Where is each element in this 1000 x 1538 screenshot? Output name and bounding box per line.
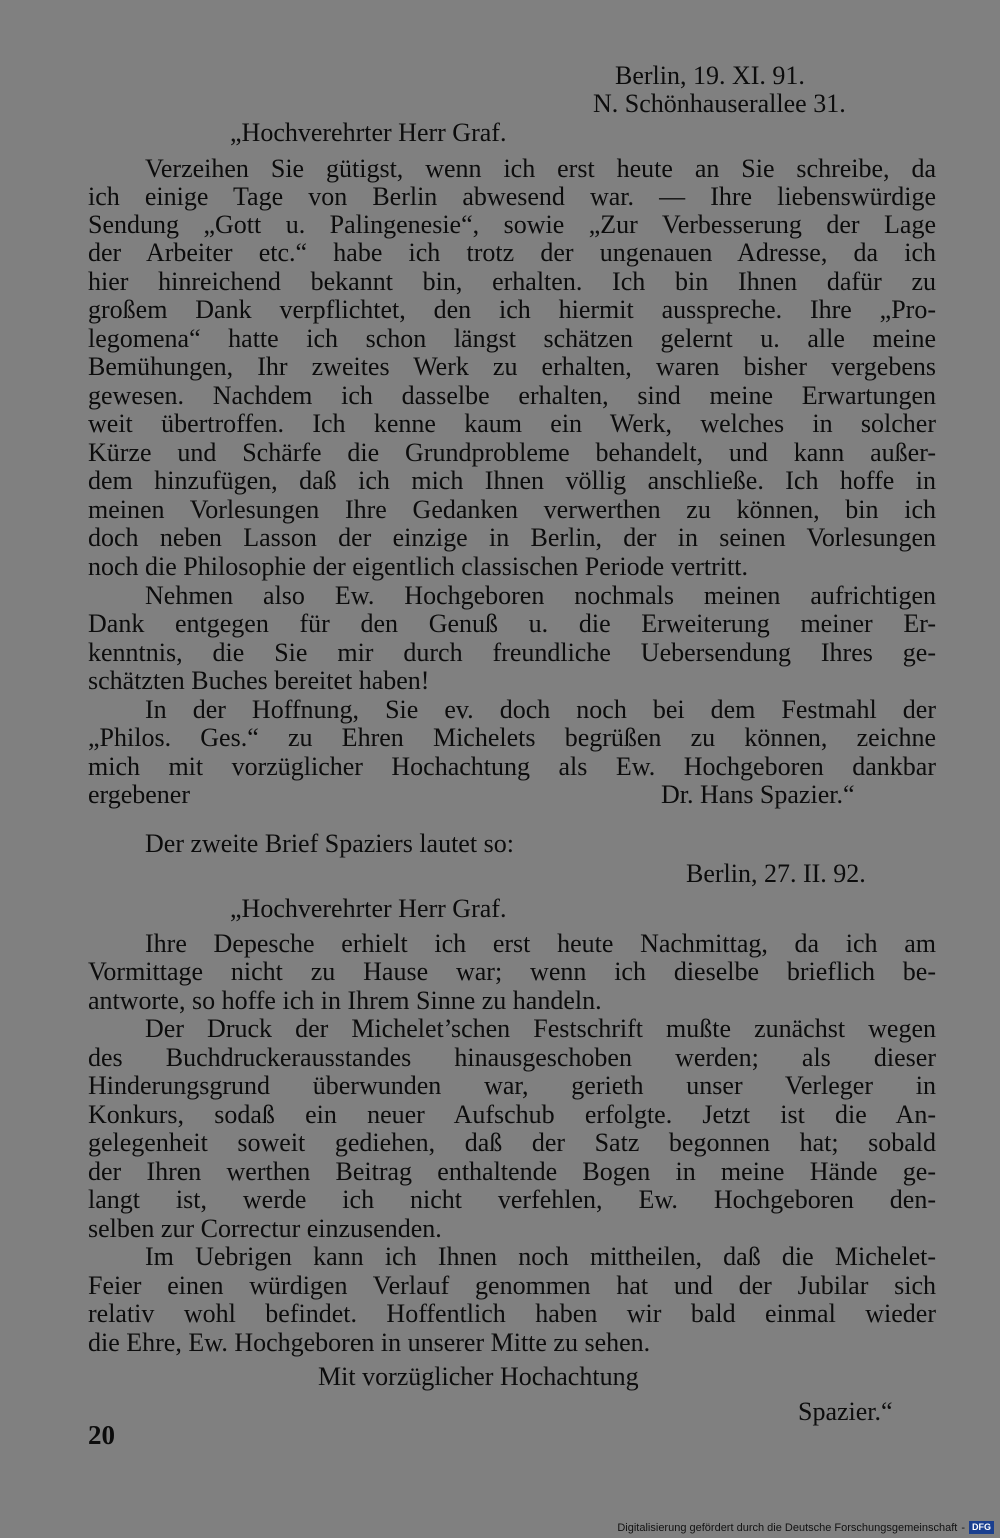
letter2-signature: Spazier.“ [798,1397,893,1426]
letter1-p1-line: ich einige Tage von Berlin abwesend war. — Ihre liebenswürdige [88,182,936,211]
letter2-place-date: Berlin, 27. II. 92. [686,859,866,888]
letter1-p3-line: „Philos. Ges.“ zu Ehren Michelets begrüßen zu können, zeichne [88,723,936,752]
letter1-closing: ergebener [88,780,191,809]
letter1-signature: Dr. Hans Spazier.“ [661,780,855,809]
letter1-p1-line: weit übertroffen. Ich kenne kaum ein Werk, welches in solcher [88,409,936,438]
letter1-p1-line: gewesen. Nachdem ich dasselbe erhalten, sind meine Erwartungen [88,381,936,410]
letter1-p1-line: Sendung „Gott u. Palingenesie“, sowie „Zur Verbesserung der Lage [88,210,936,239]
letter1-p2-line: Dank entgegen für den Genuß u. die Erweiterung meiner Er- [88,609,936,638]
letter1-p1-line: Bemühungen, Ihr zweites Werk zu erhalten, waren bisher vergebens [88,352,936,381]
letter1-p1-line: großem Dank verpflichtet, den ich hiermit ausspreche. Ihre „Pro- [88,295,936,324]
letter1-p1-line: der Arbeiter etc.“ habe ich trotz der ungenauen Adresse, da ich [88,238,936,267]
footer-text: Digitalisierung gefördert durch die Deutsche Forschungsgemeinschaft [617,1521,958,1534]
letter2-p2-line: des Buchdruckerausstandes hinausgeschoben werden; als dieser [88,1043,936,1072]
letter2-p3-line-last: die Ehre, Ew. Hochgeboren in unserer Mitte zu sehen. [88,1328,651,1357]
letter2-p1-line-last: antworte, so hoffe ich in Ihrem Sinne zu handeln. [88,986,602,1015]
letter2-p1-line: Vormittage nicht zu Hause war; wenn ich dieselbe brieflich be- [88,957,936,986]
letter2-p2-line: Hinderungsgrund überwunden war, gerieth unser Verleger in [88,1071,936,1100]
letter2-intro: Der zweite Brief Spaziers lautet so: [145,829,514,858]
letter2-p2-line: langt ist, werde ich nicht verfehlen, Ew. Hochgeboren den- [88,1185,936,1214]
letter1-p3-line: In der Hoffnung, Sie ev. doch noch bei dem Festmahl der [145,695,936,724]
letter1-p1-line: Verzeihen Sie gütigst, wenn ich erst heute an Sie schreibe, da [145,154,936,183]
letter1-p2-line: Nehmen also Ew. Hochgeboren nochmals meinen aufrichtigen [145,581,936,610]
letter1-address: N. Schönhauserallee 31. [593,89,846,118]
letter1-p1-line: hier hinreichend bekannt bin, erhalten. Ich bin Ihnen dafür zu [88,267,936,296]
letter1-p1-line: meinen Vorlesungen Ihre Gedanken verwerthen zu können, bin ich [88,495,936,524]
letter1-p1-line-last: noch die Philosophie der eigentlich classischen Periode vertritt. [88,552,748,581]
digitization-footer [617,1521,994,1534]
letter1-p1-line: doch neben Lasson der einzige in Berlin, der in seinen Vorlesungen [88,523,936,552]
letter2-p3-line: Feier einen würdigen Verlauf genommen hat und der Jubilar sich [88,1271,936,1300]
letter2-p3-line: Im Uebrigen kann ich Ihnen noch mittheilen, daß die Michelet- [145,1242,936,1271]
page-number: 20 [88,1420,115,1450]
letter2-p2-line: Der Druck der Michelet’schen Festschrift mußte zunächst wegen [145,1014,936,1043]
letter2-closing: Mit vorzüglicher Hochachtung [318,1362,639,1391]
letter1-p1-line: dem hinzufügen, daß ich mich Ihnen völlig anschließe. Ich hoffe in [88,466,936,495]
letter1-place-date: Berlin, 19. XI. 91. [615,61,805,90]
dfg-logo-icon: DFG [969,1521,994,1534]
letter1-p1-line: legomena“ hatte ich schon längst schätzen gelernt u. alle meine [88,324,936,353]
letter2-p3-line: relativ wohl befindet. Hoffentlich haben wir bald einmal wieder [88,1299,936,1328]
letter2-p2-line: Konkurs, sodaß ein neuer Aufschub erfolgte. Jetzt ist die An- [88,1100,936,1129]
letter1-p1-line: Kürze und Schärfe die Grundprobleme behandelt, und kann außer- [88,438,936,467]
letter1-p2-line-last: schätzten Buches bereitet haben! [88,666,430,695]
letter1-p3-line: mich mit vorzüglicher Hochachtung als Ew. Hochgeboren dankbar [88,752,936,781]
letter1-p2-line: kenntnis, die Sie mir durch freundliche Uebersendung Ihres ge- [88,638,936,667]
footer-separator: - [961,1521,965,1534]
letter2-p2-line-last: selben zur Correctur einzusenden. [88,1214,442,1243]
letter2-p2-line: gelegenheit soweit gediehen, daß der Satz begonnen hat; sobald [88,1128,936,1157]
letter2-p2-line: der Ihren werthen Beitrag enthaltende Bogen in meine Hände ge- [88,1157,936,1186]
letter2-salutation: „Hochverehrter Herr Graf. [230,894,507,923]
letter2-p1-line: Ihre Depesche erhielt ich erst heute Nachmittag, da ich am [145,929,936,958]
letter1-salutation: „Hochverehrter Herr Graf. [230,118,507,147]
